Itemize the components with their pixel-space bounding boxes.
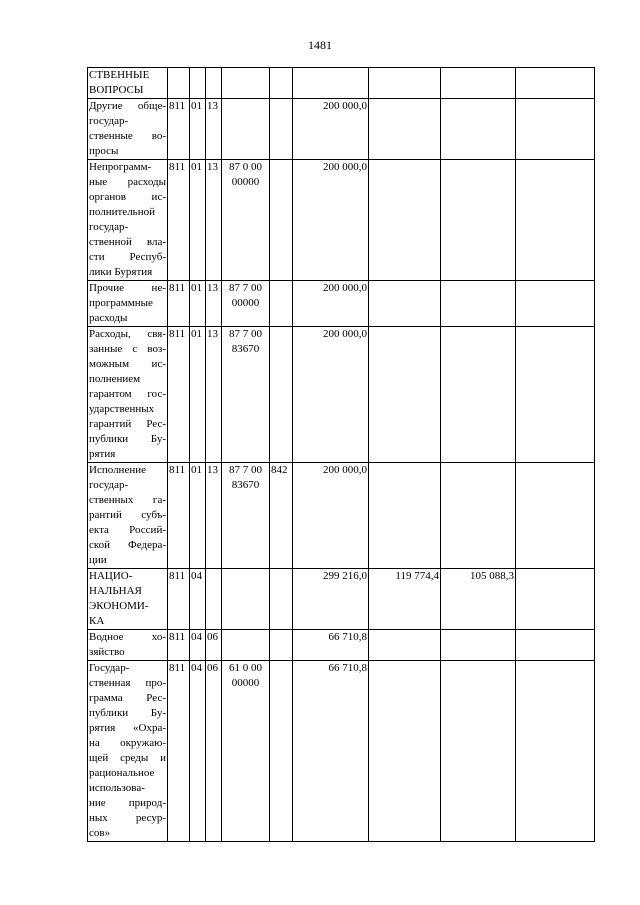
table-body: [88, 68, 595, 842]
table-row: [88, 569, 595, 630]
cell-amount-2: [369, 68, 441, 99]
table-row: [88, 463, 595, 569]
cell-name-line: грамма Рес-: [89, 692, 166, 704]
cell-name-line: полнительной: [89, 206, 155, 218]
cell-amount-2: [369, 327, 441, 463]
cell-amount-3: 105 088,3: [441, 569, 516, 630]
cell-grbs: 811: [168, 99, 190, 160]
cell-name-line: использова-: [89, 782, 145, 794]
cell-target-article: [222, 630, 270, 661]
cell-name-line: сти Респуб-: [89, 251, 166, 263]
cell-grbs: 811: [168, 327, 190, 463]
cell-target-article: [222, 569, 270, 630]
cell-name-line: КА: [89, 615, 105, 627]
cell-name-line: ской Федера-: [89, 539, 166, 551]
cell-grbs: 811: [168, 630, 190, 661]
cell-amount-4: [516, 160, 595, 281]
cell-name-line: ции: [89, 554, 107, 566]
cell-name: [88, 569, 168, 630]
cell-section: 01: [190, 281, 206, 327]
cell-expense-type: [270, 99, 293, 160]
cell-section: 01: [190, 99, 206, 160]
cell-name: [88, 99, 168, 160]
budget-table: [87, 67, 595, 842]
page-number: 1481: [308, 38, 332, 52]
cell-name-line: публики Бу-: [89, 707, 166, 719]
cell-name-line: ственных га-: [89, 494, 166, 506]
cell-amount-3: [441, 661, 516, 842]
cell-name-line: гарантий Рес-: [89, 418, 166, 430]
cell-name: [88, 68, 168, 99]
cell-amount-4: [516, 281, 595, 327]
cell-amount-3: [441, 160, 516, 281]
cell-name-line: ные расходы: [89, 176, 166, 188]
table-row: [88, 327, 595, 463]
cell-name-line: государ-: [89, 221, 129, 233]
cell-amount-1: 200 000,0: [293, 327, 369, 463]
cell-amount-3: [441, 463, 516, 569]
cell-amount-3: [441, 99, 516, 160]
cell-name-line: лики Бурятия: [89, 266, 153, 278]
cell-name-line: зяйство: [89, 646, 125, 658]
cell-name-line: рантий субъ-: [89, 509, 166, 521]
cell-subsection: [206, 569, 222, 630]
cell-amount-1: 299 216,0: [293, 569, 369, 630]
cell-name-line: занные с воз-: [89, 343, 166, 355]
cell-grbs: 811: [168, 661, 190, 842]
cell-section: 04: [190, 630, 206, 661]
cell-amount-4: [516, 661, 595, 842]
cell-expense-type: [270, 327, 293, 463]
cell-section: 01: [190, 463, 206, 569]
cell-name-line: на окружаю-: [89, 737, 166, 749]
cell-name-line: рятия: [89, 448, 116, 460]
cell-section: 01: [190, 327, 206, 463]
table-row: [88, 160, 595, 281]
cell-expense-type: [270, 661, 293, 842]
cell-grbs: 811: [168, 463, 190, 569]
cell-name-line: публики Бу-: [89, 433, 166, 445]
cell-expense-type: 842: [270, 463, 293, 569]
cell-target-article: 87 7 00 83670: [222, 327, 270, 463]
cell-amount-4: [516, 569, 595, 630]
cell-name: [88, 327, 168, 463]
cell-amount-1: 66 710,8: [293, 630, 369, 661]
cell-target-article: [222, 99, 270, 160]
cell-grbs: [168, 68, 190, 99]
cell-amount-4: [516, 327, 595, 463]
cell-section: 04: [190, 661, 206, 842]
table-row: [88, 68, 595, 99]
cell-name-line: ственной вла-: [89, 236, 166, 248]
cell-amount-2: [369, 661, 441, 842]
cell-subsection: [206, 68, 222, 99]
cell-name-line: полнением: [89, 373, 141, 385]
cell-amount-3: [441, 327, 516, 463]
cell-grbs: 811: [168, 160, 190, 281]
cell-subsection: 13: [206, 160, 222, 281]
cell-amount-1: 200 000,0: [293, 281, 369, 327]
table-row: [88, 630, 595, 661]
cell-amount-2: [369, 463, 441, 569]
table-row: [88, 281, 595, 327]
cell-section: [190, 68, 206, 99]
cell-target-article: 87 0 00 00000: [222, 160, 270, 281]
cell-name-line: органов ис-: [89, 191, 166, 203]
cell-amount-1: 66 710,8: [293, 661, 369, 842]
cell-name-line: НАЛЬНАЯ: [89, 585, 142, 597]
table-row: [88, 661, 595, 842]
cell-amount-1: 200 000,0: [293, 463, 369, 569]
cell-subsection: 13: [206, 99, 222, 160]
cell-name-line: ственные во-: [89, 130, 166, 142]
cell-section: 01: [190, 160, 206, 281]
cell-name-line: ных ресур-: [89, 812, 166, 824]
cell-subsection: 13: [206, 281, 222, 327]
cell-grbs: 811: [168, 281, 190, 327]
cell-name-line: можным ис-: [89, 358, 166, 370]
cell-target-article: [222, 68, 270, 99]
cell-subsection: 13: [206, 463, 222, 569]
cell-amount-4: [516, 630, 595, 661]
cell-amount-2: [369, 99, 441, 160]
cell-name-line: екта Россий-: [89, 524, 166, 536]
cell-name-line: Расходы, свя-: [89, 328, 166, 340]
cell-expense-type: [270, 160, 293, 281]
cell-target-article: 61 0 00 00000: [222, 661, 270, 842]
cell-name-line: щей среды и: [89, 752, 166, 764]
cell-name-line: просы: [89, 145, 119, 157]
cell-amount-4: [516, 68, 595, 99]
cell-amount-3: [441, 281, 516, 327]
cell-subsection: 13: [206, 327, 222, 463]
cell-section: 04: [190, 569, 206, 630]
cell-name-line: государ-: [89, 115, 129, 127]
cell-name-line: ние природ-: [89, 797, 166, 809]
cell-name-line: государ-: [89, 479, 129, 491]
cell-expense-type: [270, 68, 293, 99]
cell-name-line: сов»: [89, 827, 111, 839]
cell-amount-4: [516, 463, 595, 569]
cell-name: [88, 160, 168, 281]
cell-amount-2: 119 774,4: [369, 569, 441, 630]
cell-name-line: расходы: [89, 312, 128, 324]
cell-target-article: 87 7 00 00000: [222, 281, 270, 327]
cell-name-line: рятия «Охра-: [89, 722, 166, 734]
cell-amount-4: [516, 99, 595, 160]
cell-amount-2: [369, 160, 441, 281]
cell-name-line: ственная про-: [89, 677, 166, 689]
cell-name-line: НАЦИО-: [89, 570, 133, 582]
cell-amount-2: [369, 630, 441, 661]
cell-name: [88, 630, 168, 661]
cell-name-line: Другие обще-: [89, 100, 166, 112]
cell-name-line: Прочие не-: [89, 282, 166, 294]
cell-expense-type: [270, 281, 293, 327]
cell-name-line: гарантом гос-: [89, 388, 166, 400]
cell-name-line: Государ-: [89, 662, 130, 674]
cell-name-line: ВОПРОСЫ: [89, 84, 144, 96]
cell-name: [88, 661, 168, 842]
table-row: [88, 99, 595, 160]
cell-subsection: 06: [206, 630, 222, 661]
cell-amount-2: [369, 281, 441, 327]
cell-name: [88, 463, 168, 569]
cell-name-line: Исполнение: [89, 464, 146, 476]
cell-name-line: Непрограмм-: [89, 161, 152, 173]
cell-name-line: Водное хо-: [89, 631, 166, 643]
cell-target-article: 87 7 00 83670: [222, 463, 270, 569]
cell-name-line: программные: [89, 297, 153, 309]
cell-amount-3: [441, 630, 516, 661]
cell-name-line: рациональное: [89, 767, 155, 779]
cell-amount-1: 200 000,0: [293, 99, 369, 160]
cell-name-line: СТВЕННЫЕ: [89, 69, 150, 81]
cell-name-line: ударственных: [89, 403, 155, 415]
cell-subsection: 06: [206, 661, 222, 842]
cell-grbs: 811: [168, 569, 190, 630]
cell-name: [88, 281, 168, 327]
cell-expense-type: [270, 630, 293, 661]
cell-amount-1: 200 000,0: [293, 160, 369, 281]
cell-name-line: ЭКОНОМИ-: [89, 600, 149, 612]
cell-amount-3: [441, 68, 516, 99]
cell-amount-1: [293, 68, 369, 99]
cell-expense-type: [270, 569, 293, 630]
